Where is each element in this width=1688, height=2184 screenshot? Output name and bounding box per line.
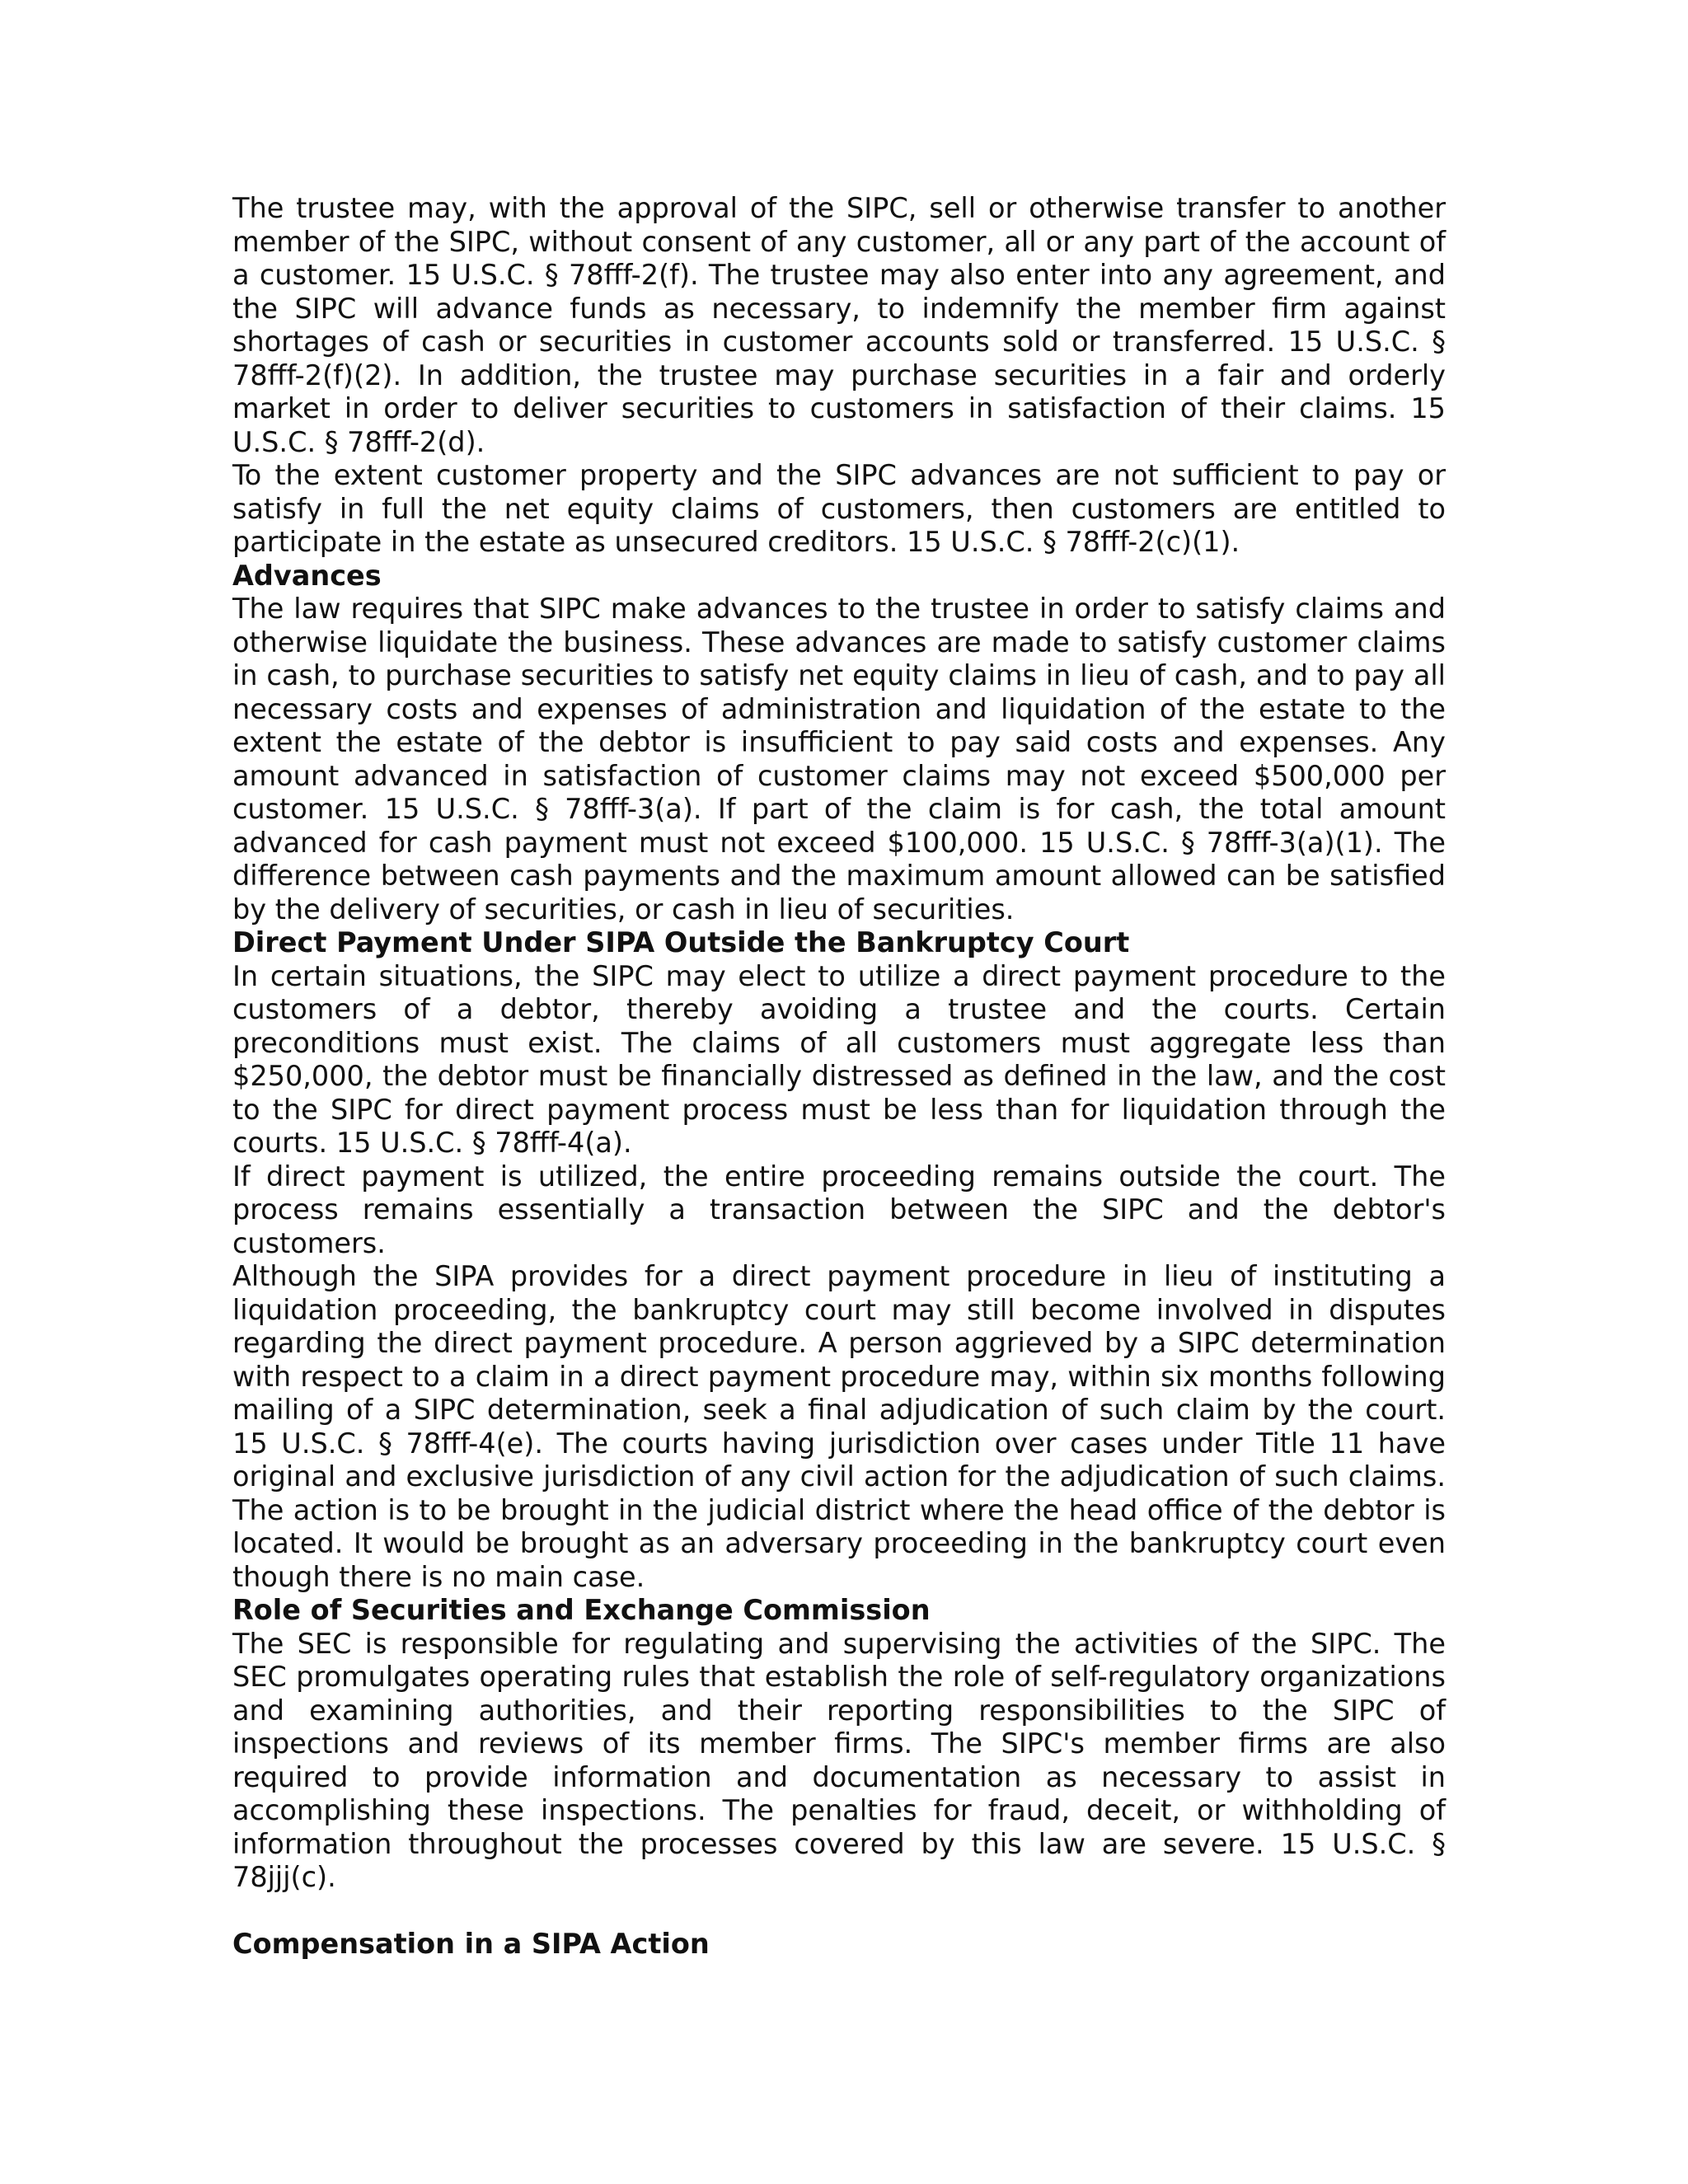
heading-direct-payment: Direct Payment Under SIPA Outside the Bankruptcy Court — [232, 926, 1130, 958]
section-spacer — [232, 1895, 1446, 1929]
paragraph-direct-payment-conditions: In certain situations, the SIPC may elect to utilize a direct payment procedure to the customers of a debtor, thereby avoiding a trustee and the courts. Certain preconditions must exist. The claims of all customers must aggregate less than $250,000, the debtor must be financially distressed as defined in the law, and the cost to the SIPC for direct payment process must be less than for liquidation through the courts. 15 U.S.C. § 78fff-4(a). — [232, 959, 1446, 1159]
paragraph-sec-role: The SEC is responsible for regulating and supervising the activities of the SIPC. The SEC promulgates operating rules that establish the role of self-regulatory organizations and examining authorities, and their reporting responsibilities to the SIPC of inspections and reviews of its member firms. The SIPC's member firms are also required to provide information and documentation as necessary to assist in accomplishing these inspections. The penalties for fraud, deceit, or withholding of information throughout the processes covered by this law are severe. 15 U.S.C. § 78jjj(c). — [232, 1627, 1446, 1893]
paragraph-direct-payment-disputes: Although the SIPA provides for a direct payment procedure in lieu of instituting a liquidation proceeding, the bankruptcy court may still become involved in disputes regarding the direct payment procedure. A person aggrieved by a SIPC determination with respect to a claim in a direct payment procedure may, within six months following mailing of a SIPC determination, seek a final adjudication of such claim by the court. 15 U.S.C. § 78fff-4(e). The courts having jurisdiction over cases under Title 11 have original and exclusive jurisdiction of any civil action for the adjudication of such claims. The action is to be brought in the judicial district where the head office of the debtor is located. It would be brought as an adversary proceeding in the bankruptcy court even though there is no main case. — [232, 1260, 1446, 1593]
heading-advances: Advances — [232, 559, 382, 592]
paragraph-advances: The law requires that SIPC make advances to the trustee in order to satisfy claims and otherwise liquidate the business. These advances are made to satisfy customer claims in cash, to purchase securities to satisfy net equity claims in lieu of cash, and to pay all necessary costs and expenses of administration and liquidation of the estate to the extent the estate of the debtor is insufficient to pay said costs and expenses. Any amount advanced in satisfaction of customer claims may not exceed $500,000 per customer. 15 U.S.C. § 78fff-3(a). If part of the claim is for cash, the total amount advanced for cash payment must not exceed $100,000. 15 U.S.C. § 78fff-3(a)(1). The difference between cash payments and the maximum amount allowed can be satisfied by the delivery of securities, or cash in lieu of securities. — [232, 593, 1446, 926]
heading-compensation: Compensation in a SIPA Action — [232, 1928, 710, 1960]
paragraph-unsecured-creditors: To the extent customer property and the SIPC advances are not sufficient to pay or satisfy in full the net equity claims of customers, then customers are entitled to participate in the estate as unsecured creditors. 15 U.S.C. § 78fff-2(c)(1). — [232, 459, 1446, 558]
heading-sec-role: Role of Securities and Exchange Commission — [232, 1594, 931, 1626]
document-body — [232, 192, 1446, 1961]
paragraph-trustee-transfer: The trustee may, with the approval of the SIPC, sell or otherwise transfer to another member of the SIPC, without consent of any customer, all or any part of the account of a customer. 15 U.S.C. § 78fff-2(f). The trustee may also enter into any agreement, and the SIPC will advance funds as necessary, to indemnify the member firm against shortages of cash or securities in customer accounts sold or transferred. 15 U.S.C. § 78fff-2(f)(2). In addition, the trustee may purchase securities in a fair and orderly market in order to deliver securities to customers in satisfaction of their claims. 15 U.S.C. § 78fff-2(d). — [232, 192, 1446, 458]
paragraph-direct-payment-outside-court: If direct payment is utilized, the entire proceeding remains outside the court. The process remains essentially a transaction between the SIPC and the debtor's customers. — [232, 1160, 1446, 1259]
